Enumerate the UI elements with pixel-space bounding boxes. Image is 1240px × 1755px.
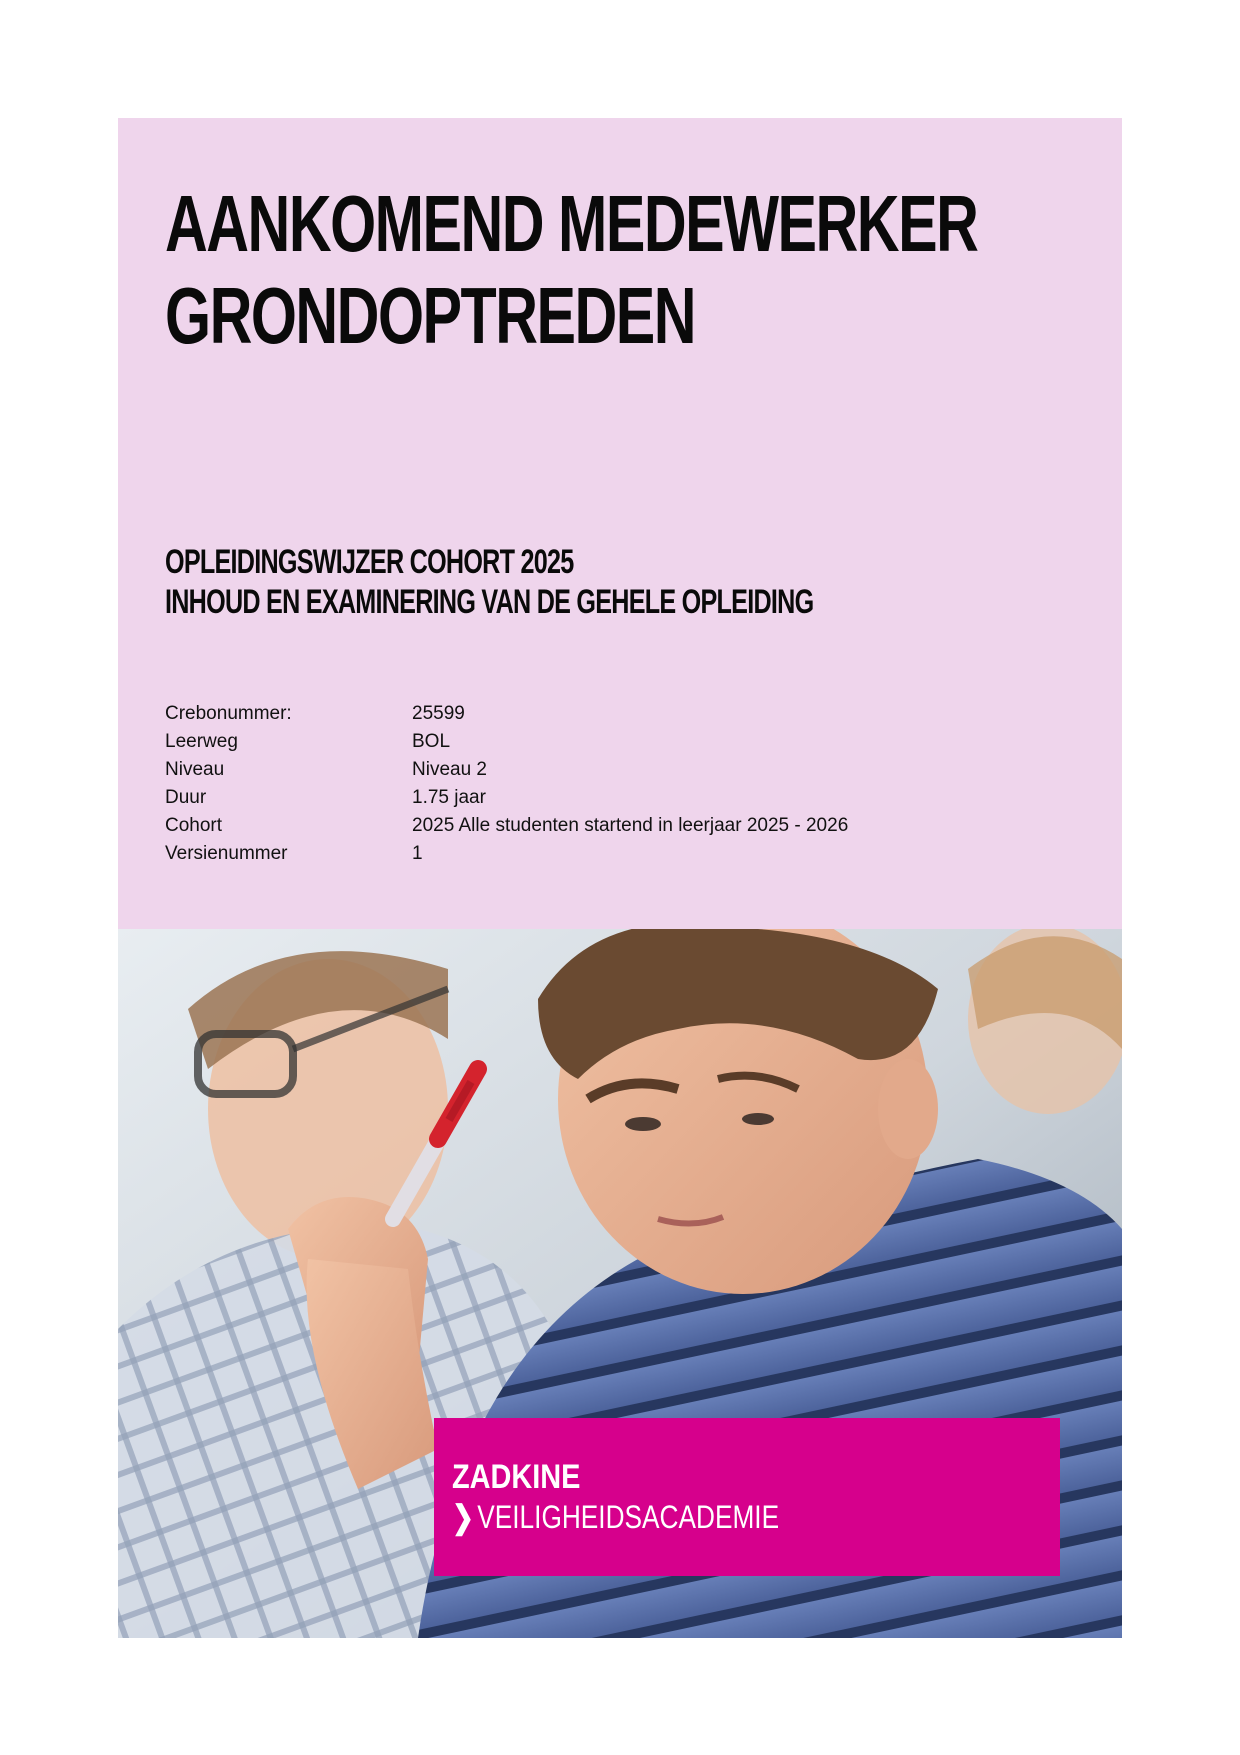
detail-row [165,784,1065,812]
detail-label: Leerweg [165,731,238,752]
detail-label: Versienummer [165,843,288,864]
cover-page [118,118,1122,1638]
detail-row [165,812,1065,840]
detail-value: 2025 Alle studenten startend in leerjaar 2025 - 2026 [412,815,849,836]
title-panel [118,118,1122,929]
detail-label: Cohort [165,815,223,836]
document-subtitle-line-2: INHOUD EN EXAMINERING VAN DE GEHELE OPLEIDING [165,583,814,621]
detail-value: BOL [412,731,451,752]
detail-label: Crebonummer: [165,703,292,724]
detail-row [165,840,1065,868]
course-details [165,700,1065,868]
detail-row [165,756,1065,784]
document-subtitle-line-1: OPLEIDINGSWIJZER COHORT 2025 [165,543,574,581]
detail-label: Niveau [165,759,225,780]
detail-value: Niveau 2 [412,759,487,780]
document-title [165,178,977,362]
document-title-line-2: GRONDOPTREDEN [165,271,696,360]
chevron-right-icon: ❯ [452,1499,474,1535]
brand-logo-box [434,1418,1060,1576]
brand-subtitle-text: VEILIGHEIDSACADEMIE [477,1499,780,1535]
detail-value: 1 [412,843,423,864]
document-title-line-1: AANKOMEND MEDEWERKER [165,179,978,268]
document-subtitle [165,542,813,622]
detail-value: 1.75 jaar [412,787,486,808]
detail-label: Duur [165,787,207,808]
brand-name: ZADKINE [452,1458,581,1496]
detail-value: 25599 [412,703,465,724]
detail-row [165,700,1065,728]
brand-subtitle [452,1498,779,1536]
detail-row [165,728,1065,756]
